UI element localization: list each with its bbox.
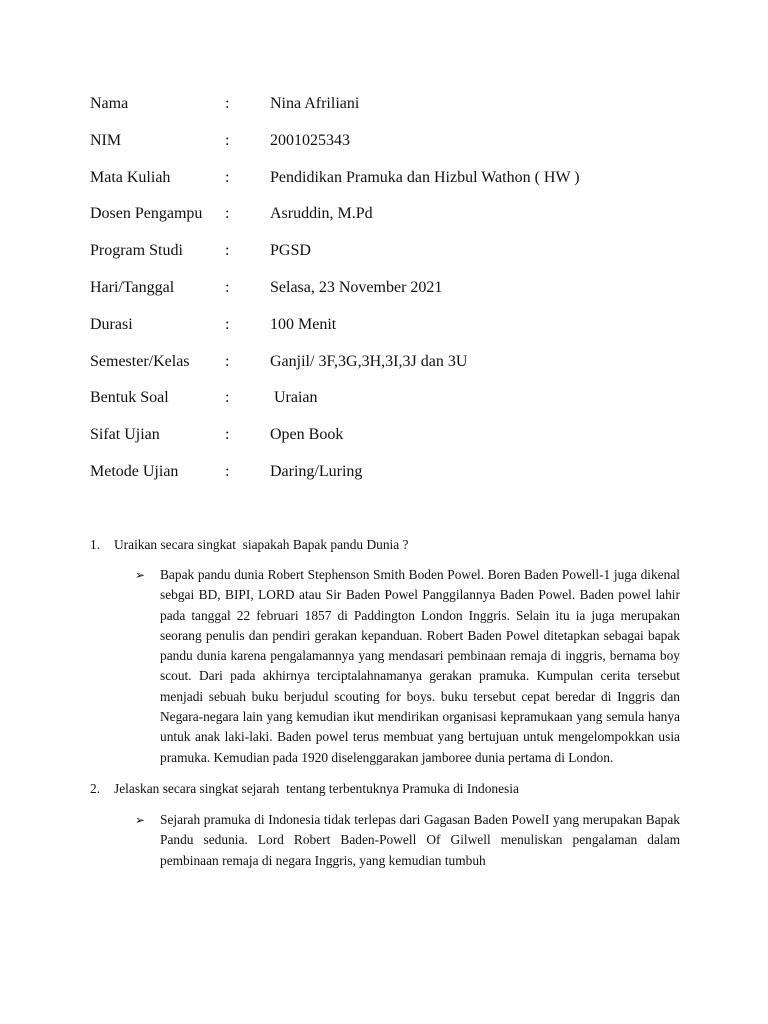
question-number: 2.: [90, 780, 101, 796]
info-label: Hari/Tanggal: [90, 278, 175, 296]
info-row-dosen-pengampu: [90, 203, 710, 240]
info-value: Pendidikan Pramuka dan Hizbul Wathon ( HW ): [270, 168, 580, 186]
info-row-bentuk-soal: [90, 387, 710, 424]
info-value: Selasa, 23 November 2021: [270, 278, 443, 296]
info-colon: :: [225, 462, 230, 480]
info-label: Mata Kuliah: [90, 168, 171, 186]
info-label: Dosen Pengampu: [90, 205, 203, 223]
info-colon: :: [225, 278, 230, 296]
answer-item: [90, 810, 680, 871]
answer-text: Bapak pandu dunia Robert Stephenson Smith Boden Powel. Boren Baden Powell-1 juga dikenal sebgai BD, BIPI, LORD atau Sir Baden Powel Panggilannya Baden Powel. Baden powel lahir pada tanggal 22 februari 1857 di Paddington London Inggris. Selain itu ia juga merupakan seorang penulis dan pendiri gerakan kepanduan. Robert Baden Powel ditetapkan sebagai bapak pandu dunia karena pengalamannya yang mendasari pembinaan remaja di inggris, bernama boy scout. Dari pada akhirnya terciptalahnamanya gerakan pramuka. Kumpulan cerita tersebut menjadi sebuah buku berjudul scouting for boys. buku tersebut cepat beredar di Inggris dan Negara-negara lain yang kemudian ikut mendirikan organisasi kepramukaan yang semula hanya untuk anak laki-laki. Baden powel terus membuat yang bertujuan untuk mengelompokkan usia pramuka. Kemudian pada 1920 diselenggarakan jamboree dunia pertama di London.: [160, 567, 680, 765]
info-colon: :: [225, 205, 230, 223]
info-label: Durasi: [90, 315, 133, 333]
info-label: Metode Ujian: [90, 462, 179, 480]
arrow-bullet-icon: ➢: [135, 812, 146, 827]
info-value: 100 Menit: [270, 315, 337, 333]
exam-info-table: [90, 93, 710, 498]
question-text: Jelaskan secara singkat sejarah tentang terbentuknya Pramuka di Indonesia: [114, 780, 519, 796]
answer-item: [90, 565, 680, 768]
info-row-durasi: [90, 314, 710, 351]
question-list: [90, 535, 690, 871]
info-colon: :: [225, 389, 230, 407]
info-label: Nama: [90, 95, 129, 112]
info-value: 2001025343: [270, 131, 350, 149]
info-label: Bentuk Soal: [90, 389, 169, 407]
info-row-hari-tanggal: [90, 277, 710, 314]
arrow-bullet-icon: ➢: [135, 568, 146, 582]
info-colon: :: [225, 242, 230, 260]
info-row-nama: [90, 93, 710, 130]
info-value: Uraian: [270, 389, 318, 407]
info-value: Ganjil/ 3F,3G,3H,3I,3J dan 3U: [270, 352, 468, 370]
info-colon: :: [225, 95, 230, 112]
info-colon: :: [225, 315, 230, 333]
info-label: Program Studi: [90, 242, 183, 260]
info-value: Daring/Luring: [270, 462, 363, 480]
info-colon: :: [225, 426, 230, 444]
info-row-nim: [90, 130, 710, 167]
info-value: PGSD: [270, 242, 311, 260]
info-label: NIM: [90, 131, 122, 149]
info-colon: :: [225, 352, 230, 370]
info-row-metode-ujian: [90, 461, 710, 498]
info-row-semester-kelas: [90, 351, 710, 388]
info-label: Semester/Kelas: [90, 352, 190, 370]
question-number: 1.: [90, 537, 101, 552]
answer-text: Sejarah pramuka di Indonesia tidak terlepas dari Gagasan Baden PowelI yang merupakan Bapak Pandu sedunia. Lord Robert Baden-Powell Of Gilwell menuliskan pengalaman dalam pembinaan remaja di negara Inggris, yang kemudian tumbuh: [160, 811, 680, 868]
info-row-sifat-ujian: [90, 424, 710, 461]
info-colon: :: [225, 131, 230, 149]
info-value: Nina Afriliani: [270, 95, 360, 112]
question-item: [90, 535, 690, 555]
info-row-mata-kuliah: [90, 167, 710, 204]
info-value: Asruddin, M.Pd: [270, 205, 373, 223]
info-colon: :: [225, 168, 230, 186]
info-label: Sifat Ujian: [90, 426, 160, 444]
info-value: Open Book: [270, 426, 344, 444]
info-row-program-studi: [90, 240, 710, 277]
question-text: Uraikan secara singkat siapakah Bapak pandu Dunia ?: [114, 537, 409, 552]
question-item: [90, 779, 690, 799]
